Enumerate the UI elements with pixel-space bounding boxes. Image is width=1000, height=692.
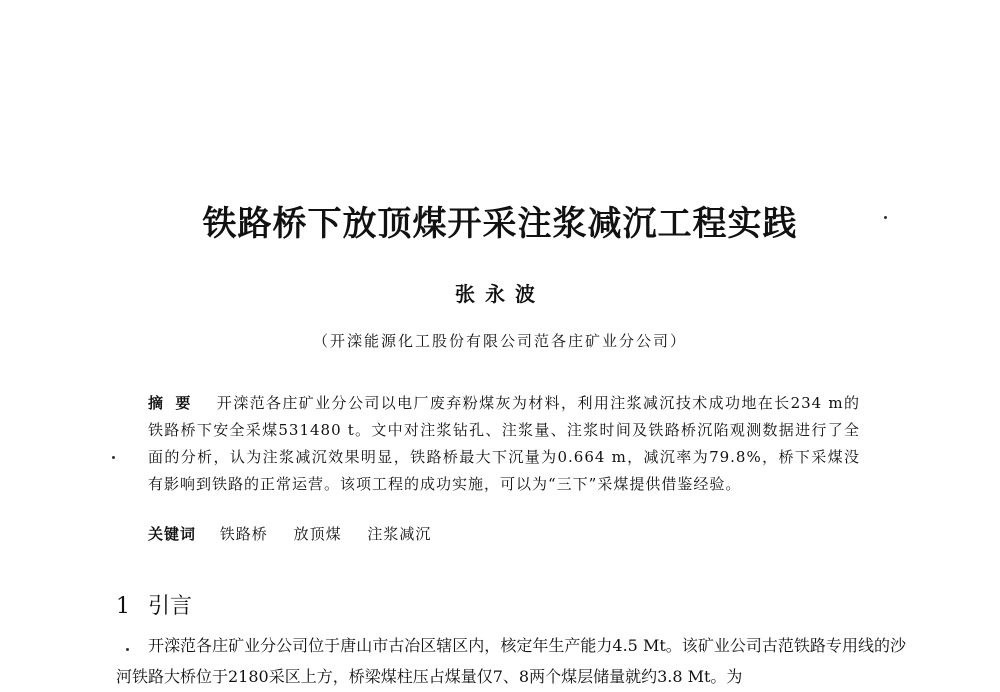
keyword: 注浆减沉 bbox=[367, 525, 432, 543]
keyword: 放顶煤 bbox=[293, 525, 342, 543]
abstract-label: 摘要 bbox=[148, 394, 203, 412]
body-paragraph bbox=[116, 630, 906, 692]
keywords bbox=[148, 523, 860, 544]
abstract bbox=[148, 390, 860, 498]
body-text: 开滦范各庄矿业分公司位于唐山市古冶区辖区内，核定年生产能力4.5 Mt。该矿业公司古范铁路专用线的沙河铁路大桥位于2180采区上方，桥梁煤柱压占煤量仅7、8两个煤层储量就约3.8 Mt。为 bbox=[116, 636, 906, 686]
keywords-label: 关键词 bbox=[148, 525, 197, 543]
abstract-text: 开滦范各庄矿业分公司以电厂废弃粉煤灰为材料，利用注浆减沉技术成功地在长234 m的铁路桥下安全采煤531480 t。文中对注浆钻孔、注浆量、注浆时间及铁路桥沉陷观测数据进行了全面的分析，认为注浆减沉效果明显，铁路桥最大下沉量为0.664 m，减沉率为79.8%，桥下采煤没有影响到铁路的正常运营。该项工程的成功实施，可以为“三下”采煤提供借鉴经验。 bbox=[148, 394, 860, 493]
paper-title: 铁路桥下放顶煤开采注浆减沉工程实践 bbox=[202, 204, 798, 244]
section-heading bbox=[116, 589, 192, 620]
section-title: 引言 bbox=[148, 594, 193, 619]
section-number: 1 bbox=[116, 594, 130, 619]
keyword: 铁路桥 bbox=[219, 525, 268, 543]
paper-author: 张永波 bbox=[455, 282, 545, 306]
author-affiliation: （开滦能源化工股份有限公司范各庄矿业分公司） bbox=[312, 332, 687, 350]
scan-speck bbox=[884, 216, 887, 219]
scan-speck bbox=[126, 648, 129, 651]
scan-speck bbox=[112, 456, 115, 459]
